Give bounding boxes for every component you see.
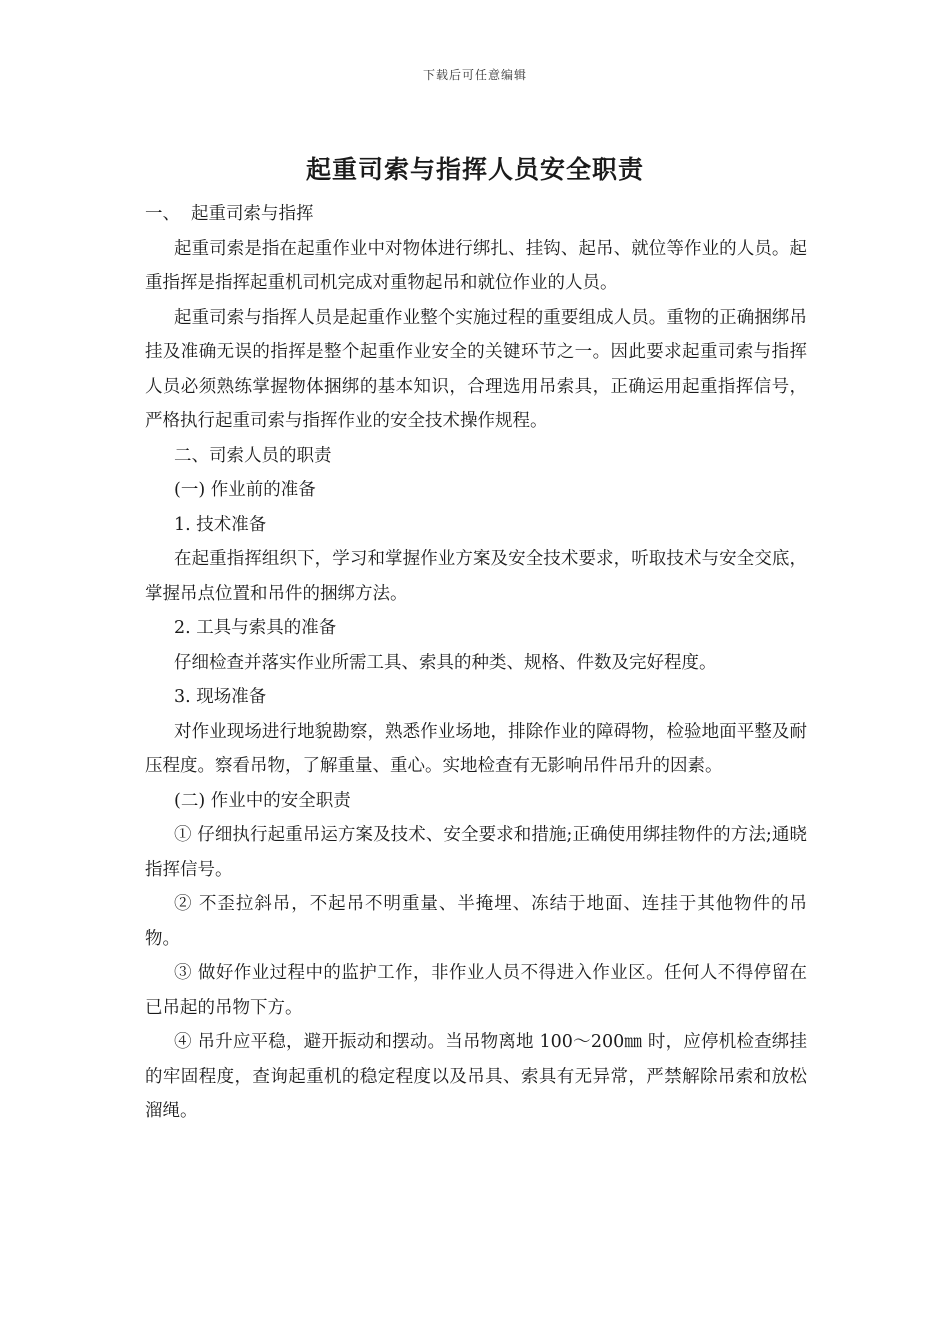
section-title-1: 起重司索与指挥 <box>191 204 314 224</box>
item-text-site: 对作业现场进行地貌勘察，熟悉作业场地，排除作业的障碍物，检验地面平整及耐压程度。察看吊物，了解重量、重心。实地检查有无影响吊件吊升的因素。 <box>145 721 807 776</box>
paragraph-importance: 起重司索与指挥人员是起重作业整个实施过程的重要组成人员。重物的正确捆绑吊挂及准确无误的指挥是整个起重作业安全的关键环节之一。因此要求起重司索与指挥人员必须熟练掌握物体捆绑的基本知识，合理选用吊索具，正确运用起重指挥信号，严格执行起重司索与指挥作业的安全技术操作规程。 <box>145 307 807 431</box>
item-heading-tools: 2. 工具与索具的准备 <box>174 618 337 638</box>
item-heading-site: 3. 现场准备 <box>174 687 267 707</box>
section-number-1: 一、 <box>145 204 180 224</box>
section-heading-1 <box>145 197 807 232</box>
document-body <box>145 197 807 1129</box>
page-header-note: 下载后可任意编辑 <box>422 68 527 82</box>
duty-item-1: ① 仔细执行起重吊运方案及技术、安全要求和措施;正确使用绑挂物件的方法;通晓指挥信号。 <box>145 825 807 880</box>
document-title: 起重司索与指挥人员安全职责 <box>305 155 644 184</box>
item-heading-technical: 1. 技术准备 <box>174 514 267 535</box>
duty-item-3: ③ 做好作业过程中的监护工作，非作业人员不得进入作业区。任何人不得停留在已吊起的吊物下方。 <box>145 963 807 1018</box>
subsection-heading-preparation: (一) 作业前的准备 <box>174 480 316 500</box>
subsection-heading-duties: (二) 作业中的安全职责 <box>174 790 351 811</box>
section-heading-2: 二、司索人员的职责 <box>174 445 332 466</box>
duty-item-2: ② 不歪拉斜吊，不起吊不明重量、半掩埋、冻结于地面、连挂于其他物件的吊物。 <box>145 894 807 949</box>
item-text-technical: 在起重指挥组织下，学习和掌握作业方案及安全技术要求，听取技术与安全交底，掌握吊点位置和吊件的捆绑方法。 <box>145 549 807 604</box>
duty-item-4: ④ 吊升应平稳，避开振动和摆动。当吊物离地 100～200㎜ 时，应停机检查绑挂的牢固程度，查询起重机的稳定程度以及吊具、索具有无异常，严禁解除吊索和放松溜绳。 <box>145 1032 807 1121</box>
item-text-tools: 仔细检查并落实作业所需工具、索具的种类、规格、件数及完好程度。 <box>174 652 717 673</box>
paragraph-definition: 起重司索是指在起重作业中对物体进行绑扎、挂钩、起吊、就位等作业的人员。起重指挥是指挥起重机司机完成对重物起吊和就位作业的人员。 <box>145 238 807 293</box>
